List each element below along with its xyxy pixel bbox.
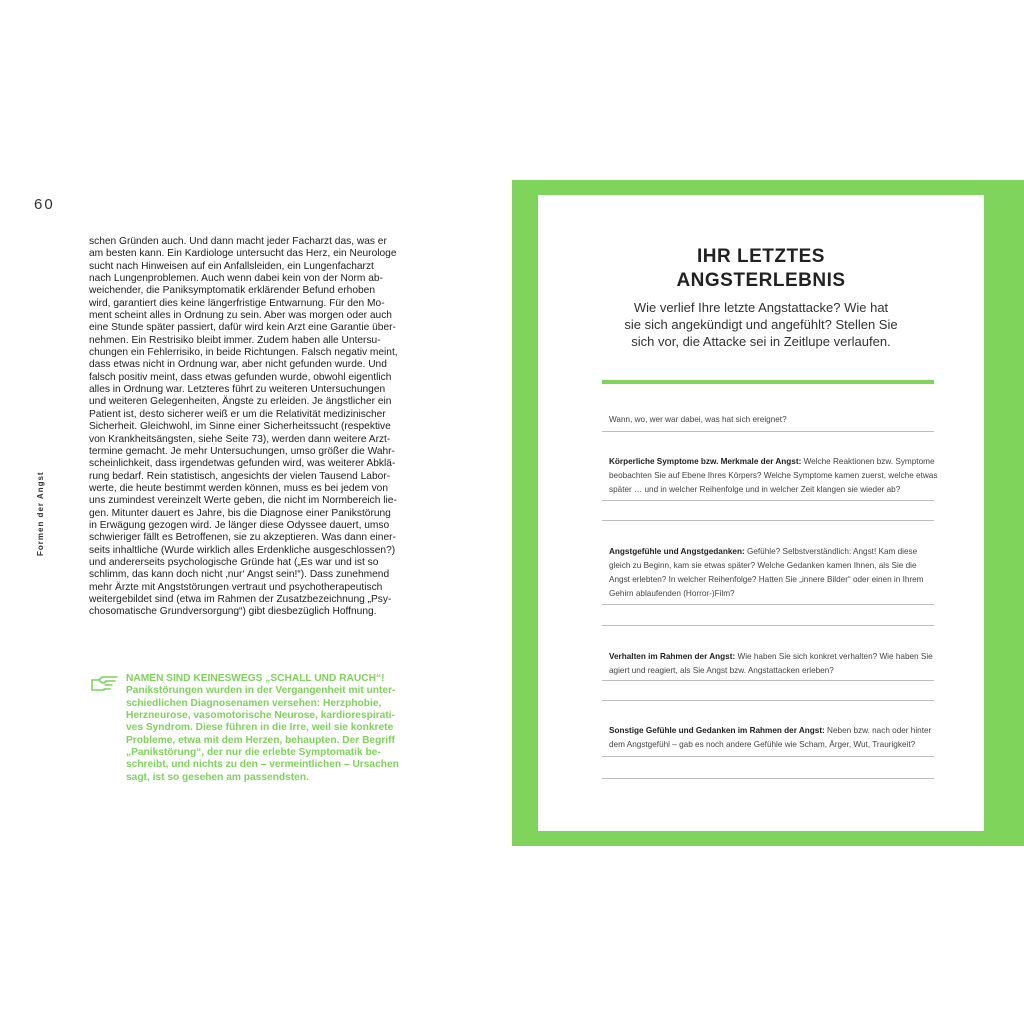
body-line: in Erwägung gezogen wird. Je länger diese Odyssee dauert, umso bbox=[89, 519, 390, 531]
question-line: Körperliche Symptome bzw. Merkmale der Angst: Welche Reaktionen bzw. Symptome bbox=[609, 457, 935, 466]
intro-line: sie sich angekündigt und angefühlt? Stellen Sie bbox=[624, 317, 898, 332]
question-line: Verhalten im Rahmen der Angst: Wie haben Sie sich konkret verhalten? Wie haben Sie bbox=[609, 652, 933, 661]
body-line: und weiteren Gelegenheiten, Ängste zu erleiden. Je ängstlicher ein bbox=[89, 396, 392, 408]
question-line: Angstgefühle und Angstgedanken: Gefühle? Selbstverständlich: Angst! Kam diese bbox=[609, 547, 918, 556]
body-line: nach Lungenproblemen. Auch wenn dabei kein von der Norm ab- bbox=[89, 273, 383, 285]
answer-line[interactable] bbox=[602, 625, 934, 626]
answer-line[interactable] bbox=[602, 700, 934, 701]
body-line: und andererseits psychologische Gründe hat („Es war und ist so bbox=[89, 556, 379, 568]
hint-line: schiedlichen Diagnosenamen versehen: Herzphobie, bbox=[126, 697, 382, 709]
question-line: Angst erlebten? In welcher Reihenfolge? Hatten Sie „innere Bilder“ oder einen in Ihrem bbox=[609, 575, 924, 584]
hint-box bbox=[126, 673, 426, 784]
body-line: schwieriger fällt es Betroffenen, sie zu akzeptieren. Was dann einer- bbox=[89, 532, 396, 544]
hint-title: NAMEN SIND KEINESWEGS „SCHALL UND RAUCH“! bbox=[126, 673, 385, 684]
body-line: falsch positiv meint, dass etwas gefunden wurde, obwohl eigentlich bbox=[89, 371, 392, 383]
question-line: dem Angstgefühl – gab es noch andere Gefühle wie Scham, Ärger, Wut, Traurigkeit? bbox=[609, 740, 916, 749]
body-line: Patient ist, desto sicherer weiß er um die Relativität medizinischer bbox=[89, 408, 386, 420]
body-line: gen. Mitunter dauert es Jahre, bis die Diagnose einer Panikstörung bbox=[89, 507, 391, 519]
hint-line: sagt, ist so gesehen am passendsten. bbox=[126, 771, 309, 783]
question-heading: Angstgefühle und Angstgedanken: bbox=[609, 547, 745, 556]
question-heading: Sonstige Gefühle und Gedanken im Rahmen der Angst: bbox=[609, 726, 825, 735]
hint-line: „Panikstörung“, der nur die erlebte Symptomatik be- bbox=[126, 747, 381, 759]
worksheet-panel bbox=[512, 180, 1024, 846]
question-line: später … und in welcher Reihenfolge und in welcher Zeit klangen sie wieder ab? bbox=[609, 485, 901, 494]
answer-line[interactable] bbox=[602, 604, 934, 605]
body-line: chungen ein Fehlerrisiko, in beide Richtungen. Falsch negativ meint, bbox=[89, 347, 398, 359]
body-line: rung bedarf. Rein statistisch, angesichts der vielen Tausend Labor- bbox=[89, 470, 391, 482]
worksheet-intro bbox=[538, 299, 984, 350]
pointing-hand-icon bbox=[90, 671, 120, 693]
body-line: schen Gründen auch. Und dann macht jeder Facharzt das, was er bbox=[89, 236, 387, 247]
body-line: alles in Ordnung war. Letzteres führt zu weiteren Untersuchungen bbox=[89, 384, 386, 396]
question-other-feelings bbox=[609, 724, 939, 752]
question-line: Gehirn ablaufenden (Horror-)Film? bbox=[609, 589, 735, 598]
body-text bbox=[89, 236, 424, 619]
question-line: agiert und reagiert, als Sie Angst bzw. Angstattacken erleben? bbox=[609, 666, 834, 675]
body-line: eine Stunde später passiert, dafür wird kein Arzt eine Garantie über- bbox=[89, 322, 396, 334]
question-heading: Verhalten im Rahmen der Angst: bbox=[609, 652, 736, 661]
body-line: von Krankheitsängsten, siehe Seite 73), werden dann weitere Arzt- bbox=[89, 433, 391, 445]
question-heading: Körperliche Symptome bzw. Merkmale der Angst: bbox=[609, 457, 802, 466]
body-line: am besten kann. Ein Kardiologe untersucht das Herz, ein Neurologe bbox=[89, 248, 397, 260]
worksheet-inner bbox=[538, 195, 984, 831]
hint-line: ves Syndrom. Diese führen in die Irre, weil sie konkrete bbox=[126, 722, 394, 734]
hint-line: schreibt, und nichts zu den – vermeintlichen – Ursachen bbox=[126, 759, 399, 771]
question-line: gleich zu Beginn, kam sie etwas später? Welche Gedanken kamen Ihnen, als Sie die bbox=[609, 561, 917, 570]
body-line: seits inhaltliche (Wurde wirklich alles Erdenkliche ausgeschlossen?) bbox=[89, 544, 396, 556]
hint-line: Herzneurose, vasomotorische Neurose, kardiorespirati- bbox=[126, 710, 395, 722]
answer-line[interactable] bbox=[602, 756, 934, 757]
body-line: chosomatische Grundversorgung“) gibt diesbezüglich Hoffnung. bbox=[89, 606, 377, 618]
body-line: weichender, die Paniksymptomatik erklärender Befund erhoben bbox=[89, 285, 375, 297]
hint-line: Probleme, etwa mit dem Herzen, behaupten. Der Begriff bbox=[126, 734, 395, 746]
body-line: wird, garantiert dies keine längerfristige Entwarnung. Für den Mo- bbox=[89, 297, 385, 309]
body-line: weitergebildet sind (etwa im Rahmen der Zusatzbezeichnung „Psy- bbox=[89, 593, 392, 605]
worksheet-title bbox=[538, 245, 984, 293]
body-line: dass etwas nicht in Ordnung war, aber nicht gefunden wurde. Und bbox=[89, 359, 387, 371]
intro-line: Wie verlief Ihre letzte Angstattacke? Wie hat bbox=[633, 300, 889, 315]
body-line: termine gemacht. Je mehr Untersuchungen, umso größer die Wahr- bbox=[89, 445, 395, 457]
body-line: mehr Ärzte mit Angststörungen vertraut und psychotherapeutisch bbox=[89, 581, 383, 593]
body-line: nehmen. Ein Restrisiko bleibt immer. Zudem haben alle Untersu- bbox=[89, 334, 381, 346]
question-line: Wann, wo, wer war dabei, was hat sich ereignet? bbox=[609, 415, 787, 424]
body-line: sucht nach Hinweisen auf ein Anfallsleiden, ein Lungenfacharzt bbox=[89, 260, 374, 272]
green-divider bbox=[602, 380, 934, 384]
answer-line[interactable] bbox=[602, 520, 934, 521]
answer-line[interactable] bbox=[602, 431, 934, 432]
worksheet-title-line: ANGSTERLEBNIS bbox=[676, 270, 846, 291]
body-line: ment scheint alles in Ordnung zu sein. Aber was morgen oder auch bbox=[89, 310, 392, 322]
body-line: uns zumindest vereinzelt Werte geben, die nicht im Normbereich lie- bbox=[89, 495, 397, 507]
question-body-symptoms bbox=[609, 455, 939, 497]
answer-line[interactable] bbox=[602, 680, 934, 681]
intro-line: sich vor, die Attacke sei in Zeitlupe verlaufen. bbox=[631, 334, 891, 349]
question-anxiety-feelings bbox=[609, 545, 939, 601]
worksheet-title-line: IHR LETZTES bbox=[697, 246, 825, 267]
body-line: Sicherheit. Gleichwohl, im Sinne einer Sicherheitssucht (respektive bbox=[89, 421, 391, 433]
answer-line[interactable] bbox=[602, 500, 934, 501]
question-behavior bbox=[609, 650, 939, 678]
body-line: scheinlichkeit, dass irgendetwas gefunden wird, was weiterer Abklä- bbox=[89, 458, 396, 470]
page-number: 60 bbox=[34, 196, 55, 213]
hint-line: Panikstörungen wurden in der Vergangenheit mit unter- bbox=[126, 685, 396, 697]
question-line: Sonstige Gefühle und Gedanken im Rahmen der Angst: Neben bzw. nach oder hinter bbox=[609, 726, 932, 735]
section-side-label: Formen der Angst bbox=[36, 471, 45, 556]
question-when-where bbox=[609, 413, 939, 427]
body-line: werte, die heute bestimmt werden können, muss es bei jedem von bbox=[89, 482, 388, 494]
answer-line[interactable] bbox=[602, 778, 934, 779]
body-line: schlimm, das kann doch nicht ‚nur‘ Angst sein!“). Dass zunehmend bbox=[89, 569, 390, 581]
question-line: beobachten Sie auf Ebene Ihres Körpers? Welche Symptome kamen zuerst, welche etwas bbox=[609, 471, 938, 480]
